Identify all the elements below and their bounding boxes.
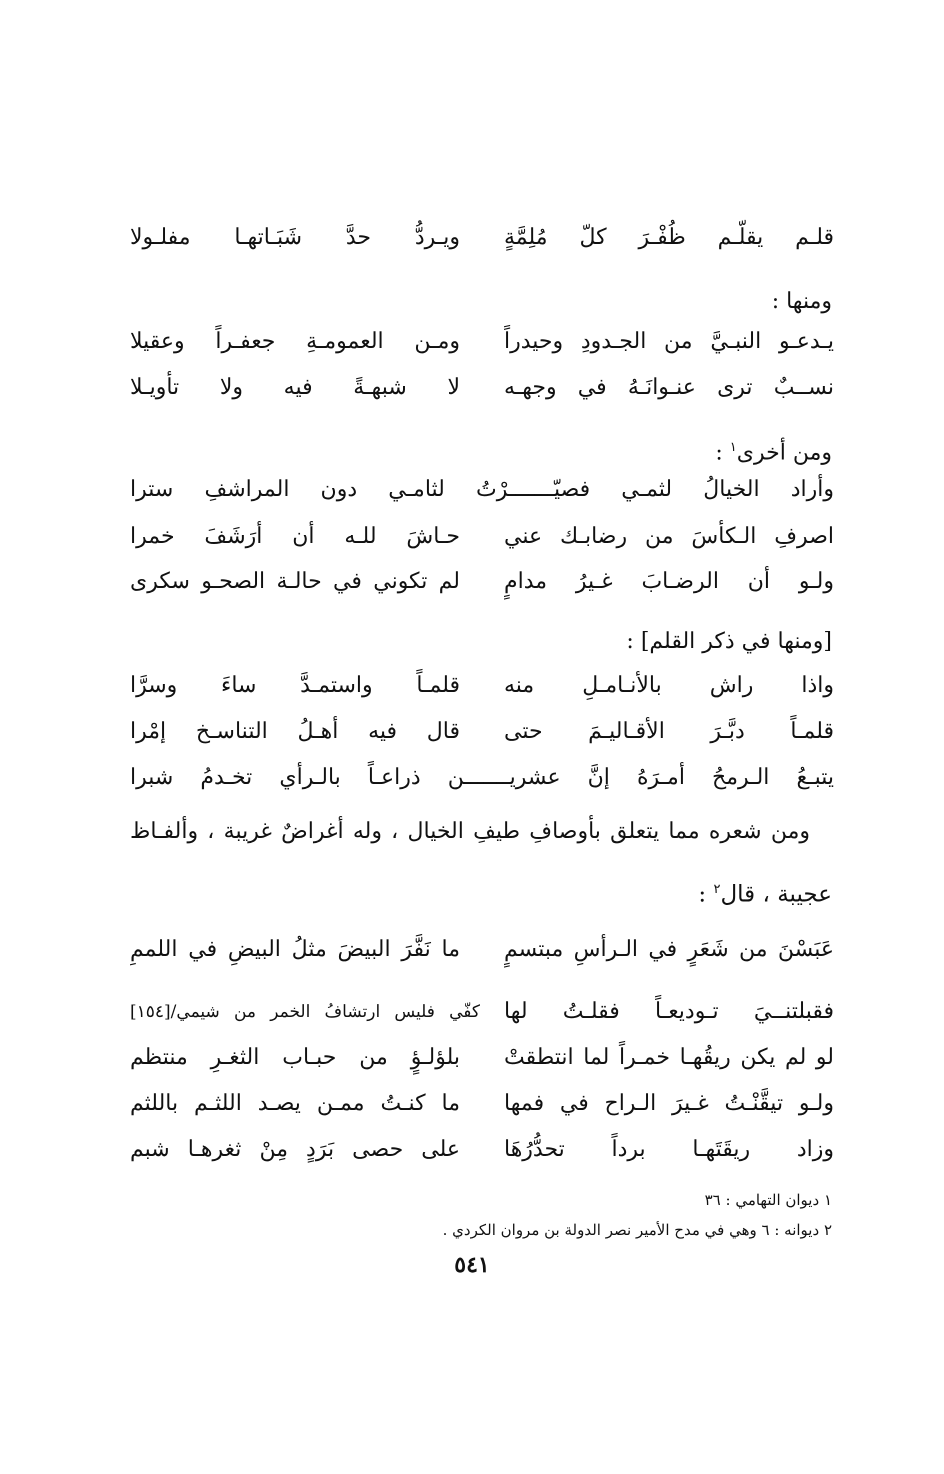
verse-line: [130, 1082, 834, 1126]
verse-line: [130, 928, 834, 972]
verse-first-hemistich: عَبَسْنَ من شَعَرٍ في الـرأسِ مبتسمٍ: [504, 937, 834, 962]
verse-first-hemistich: قلـم يقلّـم ظُفْـرَ كلّ مُلِمَّةٍ: [504, 225, 834, 250]
verse-full-line: وأراد الخيالُ لثمـي فصيّـــــــرْتُ لثامـي دون المراشفِ سترا: [130, 477, 834, 502]
verse-first-hemistich: يـدعـو النبـيَّ من الجـدودِ وحيدراً: [504, 329, 834, 354]
page-number: ٥٤١: [454, 1252, 490, 1278]
verse-first-hemistich: فقبلتنــيَ تـوديعـاً فقلـتُ لها: [504, 999, 834, 1024]
verse-second-hemistich: لم تكوني في حالـة الصحـو سكرى: [130, 569, 460, 594]
heading-text: ومن أخرى: [736, 440, 832, 466]
verse-first-hemistich: ولـو أن الرضـابَ غـيرُ مدامٍ: [504, 569, 834, 594]
verse-second-hemistich: قال فيه أهـلُ التناسـخ إمْرا: [130, 719, 460, 744]
section-heading: [ومنها في ذكر القلم] :: [626, 629, 832, 654]
verse-line: [130, 468, 834, 512]
verse-line: [130, 990, 834, 1034]
footnote-ref: ٢: [713, 882, 721, 897]
section-heading: ومنها :: [771, 289, 832, 314]
verse-first-hemistich: قلمـاً دبَّـرَ الأقـاليـمَ حتى: [504, 719, 834, 744]
verse-line: [130, 1128, 834, 1172]
verse-second-hemistich: حـاشَ للـه أن أرَشَفَ خمرا: [130, 524, 460, 549]
verse-line: [130, 515, 834, 559]
prose-line: [130, 810, 810, 854]
prose-colon: :: [698, 881, 714, 908]
verse-second-hemistich: ما كنـتُ ممـن يصـد اللثـم باللثم: [130, 1091, 460, 1116]
verse-second-hemistich: ما نَفَّرَ البيضَ مثلُ البيضِ في اللممِ: [130, 937, 460, 962]
verse-first-hemistich: اصرفِ الـكأسَ من رضابـك عني: [504, 524, 834, 549]
verse-line: [130, 216, 834, 260]
footnote: ١ ديوان التهامي : ٣٦: [704, 1191, 832, 1209]
verse-full-line: يتبـعُ الـرمحُ أمـرَهُ إنَّ عشريـــــــن ذراعـاً بالـرأي تخـدمُ شبرا: [130, 765, 834, 790]
section-heading: [715, 428, 832, 473]
verse-line: [130, 366, 834, 410]
footnote: ٢ ديوانه : ٦ وهي في مدح الأمير نصر الدولة بن مروان الكردي .: [442, 1221, 832, 1239]
verse-line: [130, 664, 834, 708]
prose-text: عجيبة ، قال: [720, 881, 832, 908]
verse-first-hemistich: لو لم يكن ريقُهـا خمـراً لما انتطقتْ: [504, 1045, 834, 1070]
verse-line: [130, 756, 834, 800]
verse-second-hemistich: قلمـاً واستمـدَّ ساءَ وسرَّا: [130, 673, 460, 698]
verse-second-hemistich: كفّي فليس ارتشافُ الخمر من شيمي/[١٥٤]: [130, 1002, 480, 1022]
prose-text: ومن شعره مما يتعلق بأوصافِ طيفِ الخيال ، وله أغراضٌ غريبة ، وألفـاظ: [130, 819, 810, 844]
verse-second-hemistich: ويـردُّ حدَّ شَبَـاتهـا مفلـولا: [130, 225, 460, 250]
verse-second-hemistich: بلؤلـؤٍ من حبـاب الثغـرِ منتظم: [130, 1045, 460, 1070]
verse-first-hemistich: وزاد ريقَتَهـا برداً تحدُّرُهَا: [504, 1137, 834, 1162]
heading-colon: :: [715, 440, 730, 466]
verse-line: [130, 560, 834, 604]
verse-line: [130, 710, 834, 754]
verse-first-hemistich: واذا راش بالأنـامـلِ منه: [504, 673, 834, 698]
verse-line: [130, 1036, 834, 1080]
verse-second-hemistich: على حصى بَرَدٍ مِنْ ثغرهـا شبم: [130, 1137, 460, 1162]
verse-first-hemistich: ولـو تيقَّنْـتُ غـيرَ الـراح في فمها: [504, 1091, 834, 1116]
verse-line: [130, 320, 834, 364]
verse-first-hemistich: نســبٌ ترى عنـوانَـهُ في وجهـه: [504, 375, 834, 400]
verse-second-hemistich: ومـن العمومـةِ جعفـراً وعقيلا: [130, 329, 460, 354]
verse-second-hemistich: لا شبهـةً فيه ولا تأويـلا: [130, 375, 460, 400]
footnote-ref: ١: [729, 440, 737, 455]
prose-line: [698, 870, 832, 915]
